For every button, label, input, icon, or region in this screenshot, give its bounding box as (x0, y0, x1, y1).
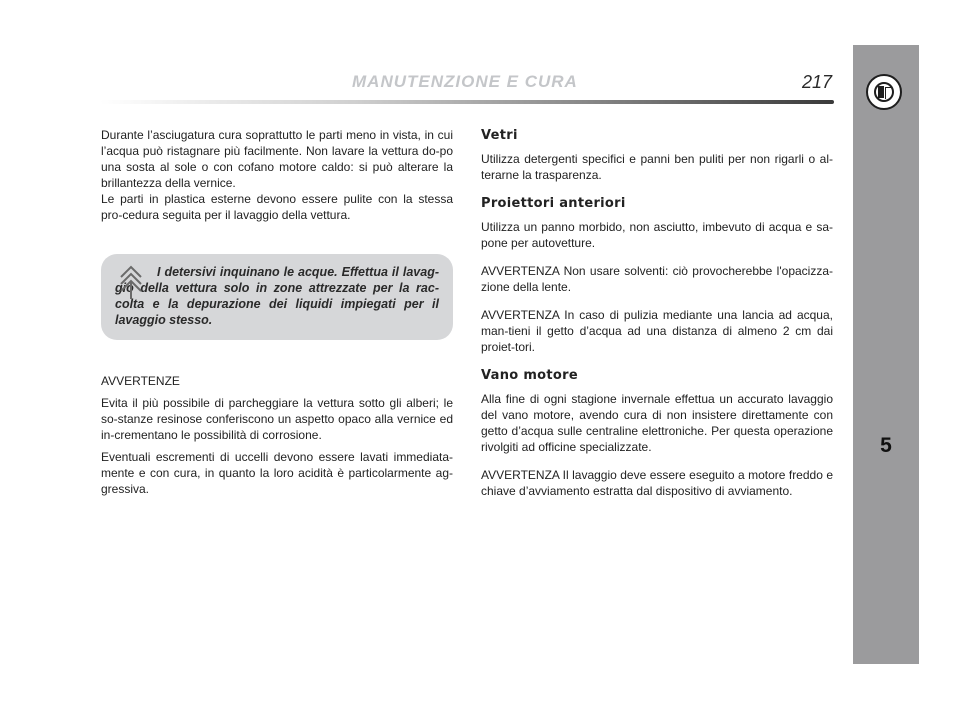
environment-callout (101, 254, 453, 340)
page-number: 217 (802, 72, 833, 92)
glass-text: Utilizza detergenti specifici e panni ben puliti per non rigarli o al-terarne la trasparenza. (481, 152, 833, 182)
engine-warning: AVVERTENZA Il lavaggio deve essere eseguito a motore freddo e chiave d’avviamento estratta dal dispositivo di avviamento. (481, 468, 833, 498)
intro-paragraph: Durante l’asciugatura cura soprattutto le parti meno in vista, in cui l’acqua può ristagnare più facilmente. Non lavare la vettura do-po una sosta al sole o con cofano motore caldo: si può alterare la brillantezza della vernice. (101, 128, 453, 190)
environment-warning-icon (118, 263, 144, 301)
headlights-warning-solvents: AVVERTENZA Non usare solventi: ciò provocherebbe l'opacizza-zione della lente. (481, 264, 833, 294)
warnings-block (101, 373, 453, 497)
warnings-title: AVVERTENZE (101, 374, 180, 388)
warning-trees: Evita il più possibile di parcheggiare la vettura sotto gli alberi; le so-stanze resinose conferiscono un aspetto opaco alla vernice ed in-crementano le possibilità di corrosione. (101, 396, 453, 442)
left-column (101, 127, 453, 223)
warning-birds: Eventuali escrementi di uccelli devono essere lavati immediata-mente e con cura, in quanto la loro acidità è particolarmente ag-gressiva. (101, 450, 453, 496)
chapter-number: 5 (880, 434, 892, 457)
alfa-romeo-badge-icon (866, 74, 902, 110)
chapter-sidebar (853, 45, 919, 664)
right-column (481, 127, 833, 499)
headlights-text: Utilizza un panno morbido, non asciutto, imbevuto di acqua e sa-pone per autovetture. (481, 220, 833, 250)
callout-text: I detersivi inquinano le acque. Effettua il lavag-gio della vettura solo in zone attrezzate per la rac-colta e la depurazione dei liquidi impiegati per il lavaggio stesso. (115, 265, 439, 327)
engine-text: Alla fine di ogni stagione invernale effettua un accurato lavaggio del vano motore, avendo cura di non insistere direttamente con getto d’acqua sulle centraline elettroniche. Per questa operazione rivolgiti ad officine specializzate. (481, 392, 833, 454)
engine-heading: Vano motore (481, 368, 578, 383)
headlights-heading: Proiettori anteriori (481, 196, 626, 211)
headlights-warning-water-jet: AVVERTENZA In caso di pulizia mediante una lancia ad acqua, man-tieni il getto d’acqua ad una distanza di almeno 2 cm dai proiet-tori. (481, 308, 833, 354)
header-divider (100, 100, 834, 104)
glass-heading: Vetri (481, 128, 518, 143)
page-title: MANUTENZIONE E CURA (352, 72, 578, 91)
plastic-paragraph: Le parti in plastica esterne devono essere pulite con la stessa pro-cedura seguita per il lavaggio della vettura. (101, 192, 453, 222)
